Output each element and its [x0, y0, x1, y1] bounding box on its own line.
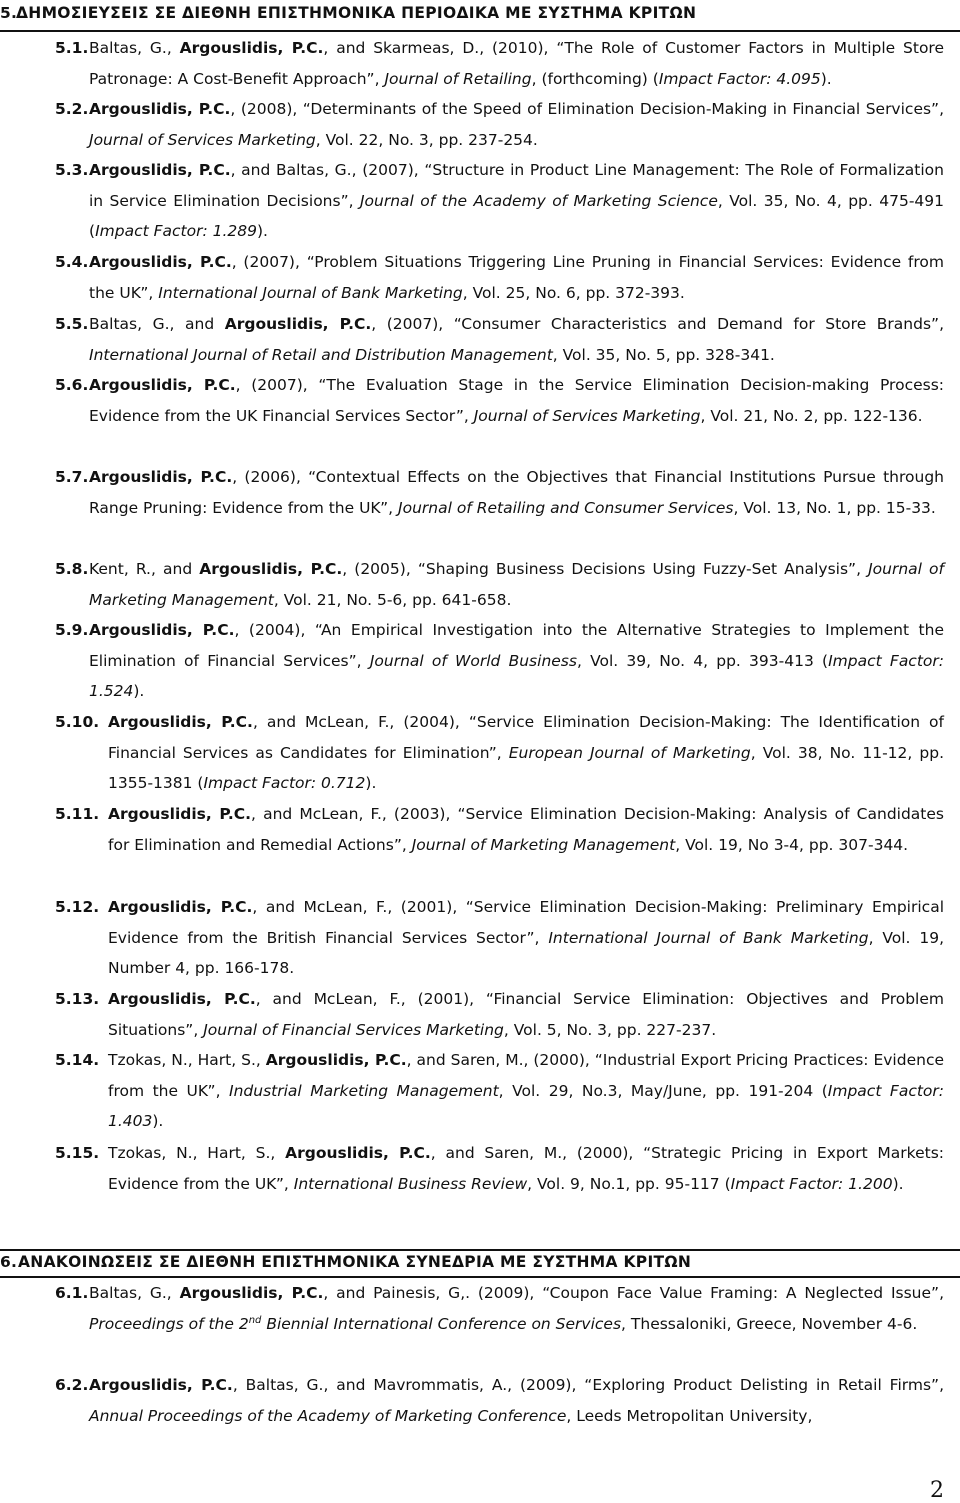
citation: Argouslidis, P.C., (2004), “An Empirical Investigation into the Alternative Strategies to Implement the Elimination of Financial Services”, Journal of World Business, Vol. 39, No. 4, pp. 393-413 (Impact Factor: 1.524). — [89, 621, 944, 701]
citation: Argouslidis, P.C., and Baltas, G., (2007), “Structure in Product Line Management: The Role of Formalization in Service Elimination Decisions”, Journal of the Academy of Marketing Science, Vol. 35, No. 4, pp. 475-491 (Impact Factor: 1.289). — [89, 161, 945, 241]
section-title: ΑΝΑΚΟΙΝΩΣΕΙΣ ΣΕ ΔΙΕΘΝΗ ΕΠΙΣΤΗΜΟΝΙΚΑ ΣΥΝΕΔΡΙΑ ΜΕ ΣΥΣΤΗΜΑ ΚΡΙΤΩΝ — [18, 1253, 692, 1271]
section-header-6 — [0, 1249, 960, 1278]
citation: Argouslidis, P.C., (2006), “Contextual Effects on the Objectives that Financial Institutions Pursue through Range Pruning: Evidence from the UK”, Journal of Retailing and Consumer Services, Vol. 13, No. 1, pp. 15-33. — [89, 468, 944, 517]
citation: Argouslidis, P.C., (2007), “The Evaluation Stage in the Service Elimination Decision-making Process: Evidence from the UK Financial Services Sector”, Journal of Services Marketing, Vol. 21, No. 2, pp. 122-136. — [89, 376, 944, 425]
entry-number: 5.2. — [55, 100, 89, 118]
citation: Argouslidis, P.C., and McLean, F., (2003), “Service Elimination Decision-Making: Analysis of Candidates for Elimination and Remedial Actions”, Journal of Marketing Management, Vol. 19, No 3-4, pp. 307-344. — [108, 805, 944, 854]
section-title: ΔΗΜΟΣΙΕΥΣΕΙΣ ΣΕ ΔΙΕΘΝΗ ΕΠΙΣΤΗΜΟΝΙΚΑ ΠΕΡΙΟΔΙΚΑ ΜΕ ΣΥΣΤΗΜΑ ΚΡΙΤΩΝ — [16, 4, 697, 22]
citation: Argouslidis, P.C., and McLean, F., (2004), “Service Elimination Decision-Making: The Identification of Financial Services as Candidates for Elimination”, European Journal of Marketing, Vol. 38, No. 11-12, pp. 1355-1381 (Impact Factor: 0.712). — [108, 713, 944, 793]
entry-number: 6.1. — [55, 1284, 89, 1302]
section-number: 6. — [0, 1253, 18, 1271]
entry-number: 5.13. — [55, 990, 100, 1008]
entry-number: 5.1. — [55, 39, 89, 57]
entry-number: 5.6. — [55, 376, 89, 394]
citation: Argouslidis, P.C., (2008), “Determinants of the Speed of Elimination Decision-Making in Financial Services”, Journal of Services Marketing, Vol. 22, No. 3, pp. 237-254. — [89, 100, 945, 149]
citation: Baltas, G., and Argouslidis, P.C., (2007), “Consumer Characteristics and Demand for Store Brands”, International Journal of Retail and Distribution Management, Vol. 35, No. 5, pp. 328-341. — [89, 315, 944, 364]
entry-number: 5.9. — [55, 621, 89, 639]
entry-number: 5.14. — [55, 1051, 100, 1069]
entry-number: 5.12. — [55, 898, 100, 916]
section-header-5 — [0, 4, 960, 32]
citation: Argouslidis, P.C., and McLean, F., (2001), “Financial Service Elimination: Objectives and Problem Situations”, Journal of Financial Services Marketing, Vol. 5, No. 3, pp. 227-237. — [108, 990, 944, 1039]
entry-number: 5.8. — [55, 560, 89, 578]
citation: Baltas, G., Argouslidis, P.C., and Skarmeas, D., (2010), “The Role of Customer Factors in Multiple Store Patronage: A Cost-Benefit Approach”, Journal of Retailing, (forthcoming) (Impact Factor: 4.095). — [89, 39, 945, 88]
citation: Tzokas, N., Hart, S., Argouslidis, P.C., and Saren, M., (2000), “Strategic Pricing in Export Markets: Evidence from the UK”, International Business Review, Vol. 9, No.1, pp. 95-117 (Impact Factor: 1.200). — [108, 1144, 945, 1193]
entry-number: 5.7. — [55, 468, 89, 486]
entry-number: 5.10. — [55, 713, 100, 731]
entry-number: 5.11. — [55, 805, 100, 823]
section-number: 5. — [0, 4, 18, 22]
entry-number: 5.15. — [55, 1144, 100, 1162]
citation: Kent, R., and Argouslidis, P.C., (2005), “Shaping Business Decisions Using Fuzzy-Set Analysis”, Journal of Marketing Management, Vol. 21, No. 5-6, pp. 641-658. — [89, 560, 944, 609]
entry-number: 5.4. — [55, 253, 89, 271]
citation: Argouslidis, P.C., (2007), “Problem Situations Triggering Line Pruning in Financial Services: Evidence from the UK”, International Journal of Bank Marketing, Vol. 25, No. 6, pp. 372-393. — [89, 253, 944, 302]
citation: Argouslidis, P.C., and McLean, F., (2001), “Service Elimination Decision-Making: Preliminary Empirical Evidence from the British Financial Services Sector”, International Journal of Bank Marketing, Vol. 19, Number 4, pp. 166-178. — [108, 898, 944, 978]
citation: Argouslidis, P.C., Baltas, G., and Mavrommatis, A., (2009), “Exploring Product Delisting in Retail Firms”, Annual Proceedings of the Academy of Marketing Conference, Leeds Metropolitan University, — [89, 1376, 945, 1425]
entry-number: 5.3. — [55, 161, 89, 179]
entry-number: 5.5. — [55, 315, 89, 333]
entry-number: 6.2. — [55, 1376, 89, 1394]
citation: Tzokas, N., Hart, S., Argouslidis, P.C., and Saren, M., (2000), “Industrial Export Pricing Practices: Evidence from the UK”, Industrial Marketing Management, Vol. 29, No.3, May/June, pp. 191-204 (Impact Factor: 1.403). — [108, 1051, 945, 1131]
citation: Baltas, G., Argouslidis, P.C., and Painesis, G,. (2009), “Coupon Face Value Framing: A Neglected Issue”, Proceedings of the 2nd Biennial International Conference on Services, Thessaloniki, Greece, November 4-6. — [89, 1284, 944, 1333]
page-number: 2 — [930, 1478, 944, 1503]
